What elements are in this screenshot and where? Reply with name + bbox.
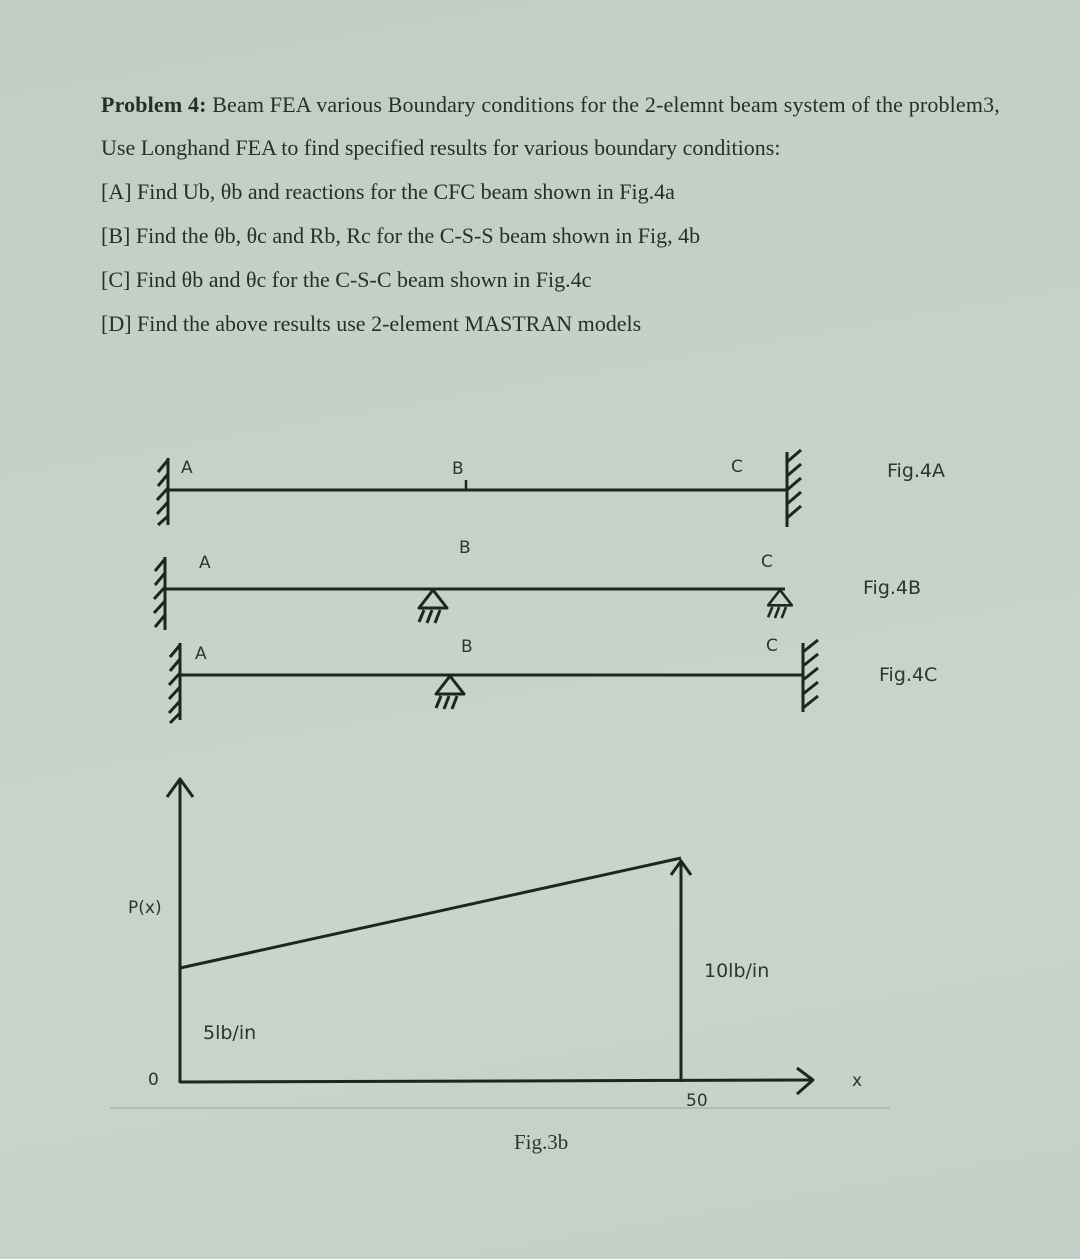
clamped-support-icon (787, 450, 801, 527)
task-a-text: Find Ub, θb and reactions for the CFC beam shown in Fig.4a (131, 179, 675, 204)
fig-3b-load-diagram (110, 779, 890, 1154)
node-label-a: A (181, 458, 193, 478)
pin-support-icon (436, 676, 464, 709)
node-label-a: A (195, 644, 207, 664)
problem-number: Problem 4: (101, 92, 207, 117)
fig-4b-beam (154, 538, 921, 630)
task-a-label: [A] (101, 179, 132, 204)
x-axis-label: x (852, 1071, 863, 1091)
figure-caption: Fig.4C (879, 664, 938, 686)
task-d-text: Find the above results use 2-element MASTRAN models (131, 311, 642, 336)
clamped-support-icon (157, 458, 168, 525)
task-d-label: [D] (101, 311, 132, 336)
task-b-label: [B] (101, 223, 131, 248)
problem-intro: Use Longhand FEA to find specified results for various boundary conditions: (101, 135, 781, 160)
end-load-label: 10lb/in (704, 960, 770, 982)
y-axis-label: P(x) (128, 898, 162, 918)
x-axis (180, 1080, 813, 1082)
start-load-label: 5lb/in (203, 1022, 257, 1044)
problem-heading-text: Beam FEA various Boundary conditions for the 2-elemnt beam system of the problem3, (206, 92, 1000, 117)
clamped-support-icon (803, 640, 818, 712)
fig-4c-beam (169, 636, 937, 723)
clamped-support-icon (169, 643, 180, 723)
clamped-support-icon (154, 557, 165, 630)
x-end-label: 50 (686, 1091, 708, 1111)
fig-4a-beam (157, 450, 945, 527)
origin-label: 0 (148, 1070, 159, 1090)
pin-support-icon (419, 590, 447, 623)
figure-caption: Fig.3b (514, 1130, 569, 1154)
node-label-c: C (731, 457, 743, 477)
node-label-b: B (461, 637, 473, 657)
task-c-label: [C] (101, 267, 131, 292)
figure-caption: Fig.4A (887, 460, 946, 482)
task-c-text: Find θb and θc for the C-S-C beam shown in Fig.4c (130, 267, 592, 292)
task-b-text: Find the θb, θc and Rb, Rc for the C-S-S beam shown in Fig, 4b (130, 223, 701, 248)
load-line (180, 858, 681, 968)
node-label-b: B (452, 459, 464, 479)
figure-caption: Fig.4B (863, 577, 922, 599)
node-label-c: C (766, 636, 778, 656)
node-label-b: B (459, 538, 471, 558)
node-label-a: A (199, 553, 211, 573)
node-label-c: C (761, 552, 773, 572)
pin-support-icon (768, 590, 792, 618)
